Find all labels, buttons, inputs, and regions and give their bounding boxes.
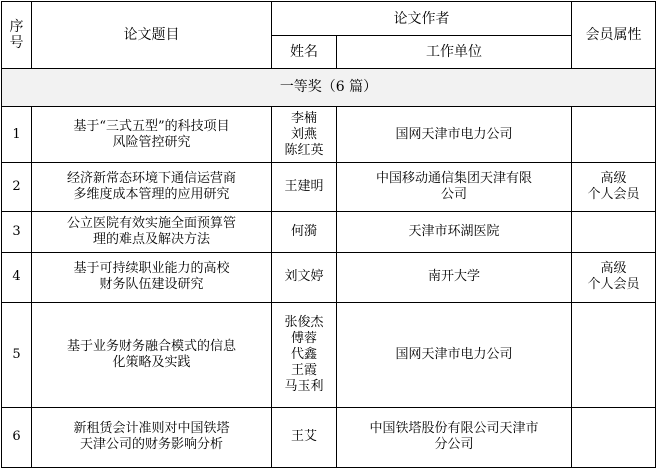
- row-title-line: 公立医院有效实施全面预算管: [66, 216, 236, 232]
- row-membership-line: 个人会员: [587, 187, 640, 203]
- row-seq: 2: [2, 163, 32, 212]
- row-title: [32, 253, 272, 302]
- header-unit: 工作单位: [337, 36, 572, 68]
- row-title-line: 基于“三式五型”的科技项目: [73, 118, 230, 134]
- row-names-line: 何漪: [290, 224, 317, 240]
- header-title: 论文题目: [32, 2, 272, 69]
- row-names: [272, 407, 337, 467]
- row-names-line: 刘燕: [290, 126, 317, 142]
- row-title-line: 理的难点及解决方法: [92, 232, 210, 248]
- row-title-line: 经济新常态环境下通信运营商: [66, 171, 236, 187]
- row-unit: [337, 107, 572, 163]
- row-title-line: 多维度成本管理的应用研究: [73, 187, 230, 203]
- row-membership: [572, 253, 656, 302]
- row-names-line: 王建明: [284, 179, 324, 195]
- table-row: [2, 253, 656, 302]
- row-unit: [337, 407, 572, 467]
- row-names: [272, 302, 337, 407]
- row-unit-line: 国网天津市电力公司: [395, 126, 513, 142]
- row-names-line: 王霞: [290, 362, 317, 378]
- row-unit-line: 天津市环湖医院: [408, 224, 500, 240]
- table-row: [2, 212, 656, 253]
- row-title-line: 风险管控研究: [112, 134, 191, 150]
- row-membership: [572, 163, 656, 212]
- row-membership: [572, 212, 656, 253]
- row-unit-line: 中国铁塔股份有限公司天津市: [369, 421, 539, 437]
- row-unit-line: 中国移动通信集团天津有限: [375, 171, 532, 187]
- row-title-line: 基于可持续职业能力的高校: [73, 261, 230, 277]
- row-title: [32, 107, 272, 163]
- row-title-line: 天津公司的财务影响分析: [79, 437, 223, 453]
- header-authors: 论文作者: [272, 2, 572, 36]
- row-seq: 1: [2, 107, 32, 163]
- header-seq: [2, 2, 32, 69]
- table-row: [2, 163, 656, 212]
- row-unit: [337, 212, 572, 253]
- row-title-line: 新租赁会计准则对中国铁塔: [73, 421, 230, 437]
- header-seq-text: [5, 19, 28, 51]
- row-seq: 4: [2, 253, 32, 302]
- row-membership: [572, 302, 656, 407]
- row-membership-line: 高级: [600, 261, 627, 277]
- row-title: [32, 163, 272, 212]
- header-row-top: [2, 2, 656, 36]
- row-seq: 3: [2, 212, 32, 253]
- row-names-line: 代鑫: [290, 346, 317, 362]
- row-title: [32, 302, 272, 407]
- row-title-line: 基于业务财务融合模式的信息: [66, 338, 236, 354]
- row-unit-line: 南开大学: [427, 269, 480, 285]
- row-names: [272, 107, 337, 163]
- row-unit-line: 国网天津市电力公司: [395, 346, 513, 362]
- header-seq-char: 号: [9, 34, 24, 51]
- table-row: [2, 107, 656, 163]
- section-title: 一等奖（6 篇）: [2, 68, 656, 107]
- row-membership-line: 个人会员: [587, 277, 640, 293]
- table-row: [2, 407, 656, 467]
- row-names: [272, 212, 337, 253]
- row-membership-line: 高级: [600, 171, 627, 187]
- row-unit-line: 分公司: [434, 437, 474, 453]
- award-table: [1, 1, 656, 468]
- row-seq: 5: [2, 302, 32, 407]
- header-seq-char: 序: [9, 18, 24, 35]
- row-names-line: 张俊杰: [284, 314, 324, 330]
- row-names-line: 马玉利: [284, 378, 324, 394]
- row-membership: [572, 407, 656, 467]
- row-membership: [572, 107, 656, 163]
- row-names-line: 王艾: [290, 429, 317, 445]
- row-names: [272, 253, 337, 302]
- row-unit-line: 公司: [440, 187, 467, 203]
- header-name: 姓名: [272, 36, 337, 68]
- row-names-line: 陈红英: [284, 142, 324, 158]
- row-names-line: 傅蓉: [290, 330, 317, 346]
- header-membership: 会员属性: [572, 2, 656, 69]
- table-row: [2, 302, 656, 407]
- row-title-line: 化策略及实践: [112, 354, 191, 370]
- row-title-line: 财务队伍建设研究: [99, 277, 204, 293]
- row-unit: [337, 163, 572, 212]
- row-names: [272, 163, 337, 212]
- row-unit: [337, 302, 572, 407]
- section-row: [2, 68, 656, 107]
- row-title: [32, 212, 272, 253]
- row-names-line: 李楠: [290, 110, 317, 126]
- row-unit: [337, 253, 572, 302]
- table-body: [2, 107, 656, 468]
- row-seq: 6: [2, 407, 32, 467]
- row-names-line: 刘文婷: [284, 269, 324, 285]
- row-title: [32, 407, 272, 467]
